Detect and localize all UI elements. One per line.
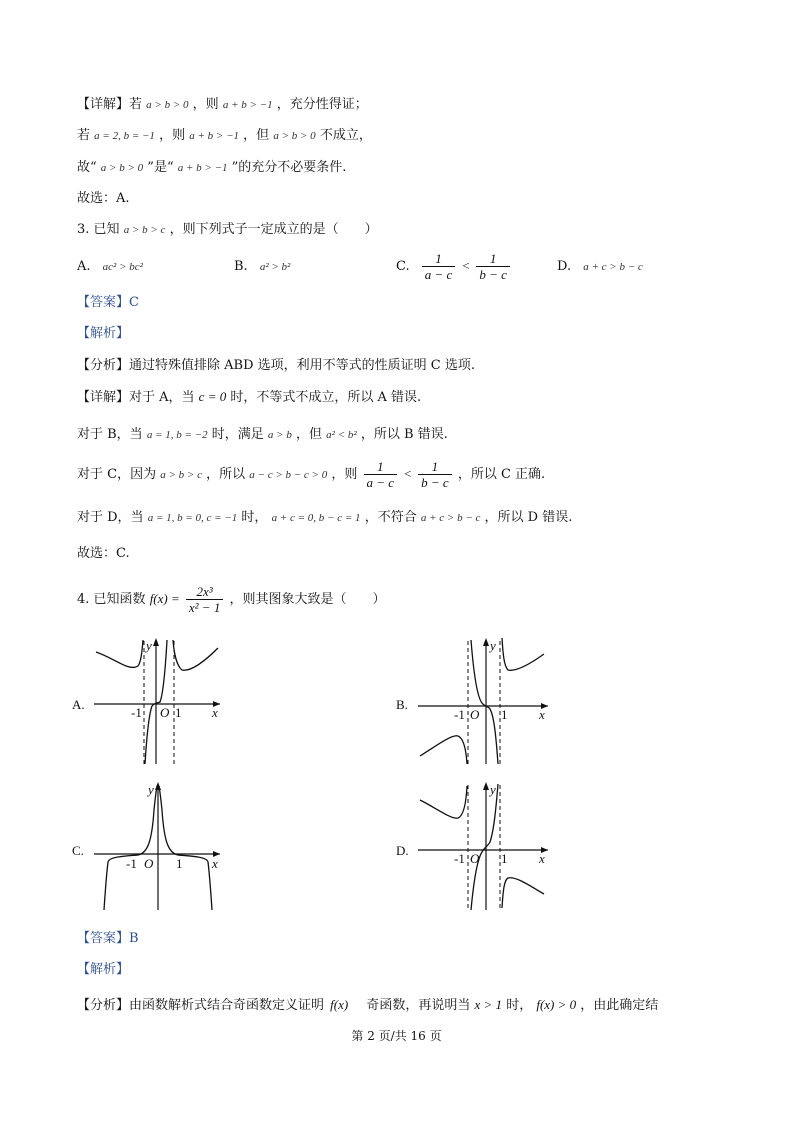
pos-one-tick: 1 bbox=[501, 851, 508, 866]
q3-detail-b bbox=[77, 426, 448, 444]
math-expr: ac² > bc² bbox=[102, 261, 143, 273]
x-axis-label: x bbox=[539, 707, 545, 722]
q4-option-b-graph bbox=[418, 636, 552, 766]
y-axis-label: y bbox=[148, 782, 154, 797]
text: 不成立， bbox=[319, 128, 372, 143]
text: 奇函数，再说明当 bbox=[366, 998, 471, 1013]
q4-option-a-graph bbox=[94, 636, 224, 766]
text: 对于 B，当 bbox=[77, 427, 143, 442]
math-expr: c = 0 bbox=[198, 389, 227, 404]
text: 对于 D，当 bbox=[77, 510, 144, 525]
math-expr: a² > b² bbox=[259, 261, 291, 273]
neg-one-tick: -1 bbox=[126, 856, 137, 871]
text: 时，不等式不成立，所以 A 错误. bbox=[230, 390, 422, 405]
math-expr: a > b > 0 bbox=[100, 162, 144, 174]
text: 时， bbox=[506, 998, 533, 1013]
fraction: $\frac{1}{b - c}$ bbox=[418, 459, 452, 490]
q3-option-d bbox=[557, 258, 643, 276]
q2-detail-line1 bbox=[77, 96, 368, 114]
question-number: 4. 已知函数 bbox=[77, 592, 146, 607]
math-expr: a + b > −1 bbox=[189, 130, 240, 142]
text: ，充分性得证； bbox=[276, 97, 368, 112]
option-label: D. bbox=[557, 259, 572, 274]
neg-one-tick: -1 bbox=[131, 705, 142, 720]
math-expr: a − c > b − c > 0 bbox=[249, 469, 328, 481]
text: 【详解】对于 A，当 bbox=[77, 390, 195, 405]
text: ，但 bbox=[243, 128, 270, 143]
text: 时，满足 bbox=[211, 427, 264, 442]
q4-option-a-label: A. bbox=[72, 697, 85, 712]
text: ，由此确定结 bbox=[580, 998, 659, 1013]
y-axis-label: y bbox=[490, 782, 496, 797]
text: 时， bbox=[241, 510, 268, 525]
origin-label: O bbox=[160, 705, 170, 720]
math-expr: a > b > c bbox=[160, 469, 202, 481]
math-expr: a + c = 0, b − c = 1 bbox=[271, 512, 361, 524]
math-expr: a = 1, b = −2 bbox=[146, 429, 208, 441]
math-op: < bbox=[403, 466, 412, 481]
math-expr: a > b bbox=[267, 429, 292, 441]
origin-label: O bbox=[144, 856, 154, 871]
q3-option-b bbox=[234, 258, 290, 276]
math-expr: a = 2, b = −1 bbox=[94, 130, 155, 142]
q3-detail-a bbox=[77, 388, 421, 407]
q2-detail-line2 bbox=[77, 127, 372, 145]
math-expr: a > b > 0 bbox=[273, 130, 316, 142]
q3-option-a bbox=[77, 258, 143, 276]
q4-option-d-label: D. bbox=[396, 843, 409, 858]
x-axis-label: x bbox=[212, 856, 218, 871]
text: ，但 bbox=[295, 427, 322, 442]
fraction: $\frac{\text{2x³}}{\text{x² − 1}}$ bbox=[186, 584, 223, 615]
option-label: A. bbox=[77, 259, 91, 274]
x-axis-label: x bbox=[539, 851, 545, 866]
q3-analysis-label: 【解析】 bbox=[77, 326, 130, 341]
math-expr: a + b > −1 bbox=[222, 99, 273, 111]
q2-conclusion: 故选：A. bbox=[77, 191, 130, 206]
q4-option-c-graph bbox=[94, 780, 224, 912]
text: 故“ bbox=[77, 160, 97, 175]
text: ，所以 bbox=[206, 467, 246, 482]
question-number: 3. 已知 bbox=[77, 222, 120, 237]
pos-one-tick: 1 bbox=[175, 705, 182, 720]
text: ，则 bbox=[159, 128, 186, 143]
y-axis-label: y bbox=[490, 638, 496, 653]
q4-option-b-label: B. bbox=[396, 697, 408, 712]
text: 对于 C，因为 bbox=[77, 467, 157, 482]
math-expr: a + c > b − c bbox=[420, 512, 481, 524]
page-footer: 第 2 页/共 16 页 bbox=[351, 1029, 442, 1043]
math-expr: a > b > c bbox=[123, 224, 166, 236]
text: ，则 bbox=[192, 97, 219, 112]
text: ”的充分不必要条件. bbox=[231, 160, 347, 175]
q3-answer: 【答案】C bbox=[77, 295, 139, 310]
q3-conclusion: 故选：C. bbox=[77, 546, 130, 561]
q4-option-d-graph bbox=[418, 780, 552, 912]
q2-detail-line3 bbox=[77, 159, 346, 177]
fraction: $\frac{1}{b - c}$ bbox=[476, 251, 510, 282]
text: ，所以 D 错误. bbox=[484, 510, 573, 525]
origin-label: O bbox=[470, 851, 480, 866]
fraction: $\frac{1}{a - c}$ bbox=[422, 251, 456, 282]
text: ，则 bbox=[331, 467, 358, 482]
q4-stem bbox=[77, 577, 386, 622]
pos-one-tick: 1 bbox=[501, 707, 508, 722]
math-expr: f(x) = bbox=[149, 591, 180, 606]
pos-one-tick: 1 bbox=[176, 856, 183, 871]
math-expr: f(x) > 0 bbox=[536, 997, 577, 1012]
origin-label: O bbox=[470, 707, 480, 722]
q3-detail-c bbox=[77, 452, 545, 497]
neg-one-tick: -1 bbox=[454, 707, 465, 722]
math-expr: a² < b² bbox=[326, 429, 357, 441]
q4-fenxi bbox=[77, 996, 658, 1015]
math-expr: a > b > 0 bbox=[146, 99, 189, 111]
text: 【分析】由函数解析式结合奇函数定义证明 bbox=[77, 998, 325, 1013]
math-expr: a = 1, b = 0, c = −1 bbox=[147, 512, 238, 524]
math-op: < bbox=[461, 258, 471, 273]
text: ，不符合 bbox=[364, 510, 417, 525]
detail-label: 【详解】若 bbox=[77, 97, 143, 112]
q4-analysis-label: 【解析】 bbox=[77, 962, 130, 977]
text: 若 bbox=[77, 128, 91, 143]
q3-fenxi: 【分析】通过特殊值排除 ABD 选项，利用不等式的性质证明 C 选项. bbox=[77, 358, 475, 373]
x-axis-label: x bbox=[212, 705, 218, 720]
math-expr: x > 1 bbox=[474, 997, 503, 1012]
text: ”是“ bbox=[147, 160, 174, 175]
text: ，则下列式子一定成立的是（ ） bbox=[169, 222, 378, 237]
text: ，则其图象大致是（ ） bbox=[229, 592, 386, 607]
q4-answer: 【答案】B bbox=[77, 931, 139, 946]
text: ，所以 B 错误. bbox=[360, 427, 448, 442]
math-expr: a + b > −1 bbox=[177, 162, 228, 174]
neg-one-tick: -1 bbox=[454, 851, 465, 866]
y-axis-label: y bbox=[146, 638, 152, 653]
math-expr: a + c > b − c bbox=[583, 261, 643, 273]
q3-detail-d bbox=[77, 509, 572, 527]
math-expr: f(x) bbox=[330, 997, 349, 1012]
q4-option-c-label: C. bbox=[72, 843, 84, 858]
option-label: C. bbox=[396, 259, 410, 274]
fraction: $\frac{1}{a - c}$ bbox=[364, 459, 398, 490]
q3-stem bbox=[77, 221, 378, 239]
option-label: B. bbox=[234, 259, 248, 274]
q3-option-c bbox=[396, 244, 512, 289]
text: ，所以 C 正确. bbox=[457, 467, 546, 482]
